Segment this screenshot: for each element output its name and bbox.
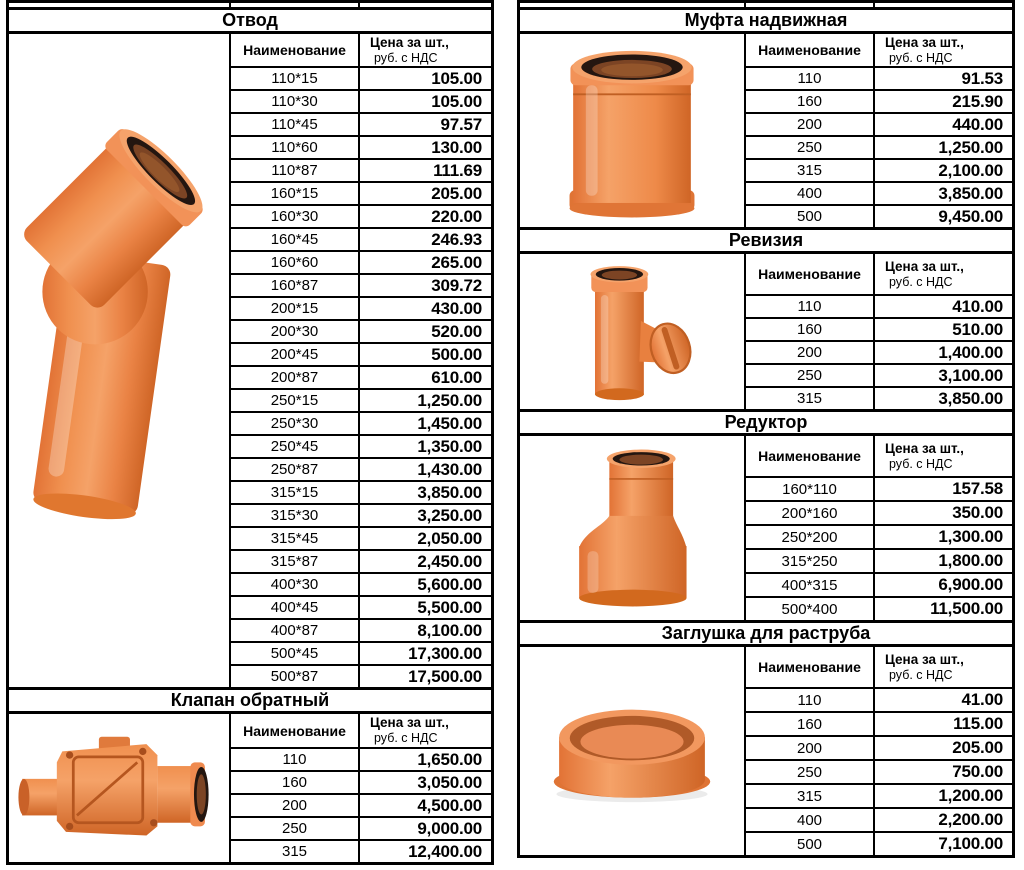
table-header-row	[231, 34, 491, 66]
item-size: 160	[746, 713, 875, 735]
table-row	[746, 572, 1012, 596]
check-valve-fitting-image	[14, 724, 224, 852]
item-size: 160*15	[231, 183, 360, 204]
item-size: 315*250	[746, 550, 875, 572]
item-price: 1,650.00	[417, 749, 482, 769]
table-row	[231, 747, 491, 770]
price-header-line2: руб. с НДС	[889, 274, 953, 289]
table-row	[746, 831, 1012, 855]
item-price: 5,600.00	[417, 574, 482, 594]
price-header-line2: руб. с НДС	[889, 667, 953, 682]
table-row	[746, 89, 1012, 112]
item-size: 315*15	[231, 482, 360, 503]
table-row	[231, 66, 491, 89]
item-price: 1,250.00	[417, 390, 482, 410]
item-size: 500*87	[231, 666, 360, 687]
column-header-name: Наименование	[746, 647, 875, 687]
item-price: 91.53	[961, 68, 1003, 88]
table-row	[231, 227, 491, 250]
price-rows	[231, 66, 491, 687]
item-size: 250*15	[231, 390, 360, 411]
section-title: Отвод	[9, 10, 491, 34]
price-header-line1: Цена за шт.,	[370, 715, 449, 731]
item-size: 160*30	[231, 206, 360, 227]
product-image-cell	[520, 647, 746, 855]
item-price: 265.00	[431, 252, 482, 272]
item-size: 315	[746, 388, 875, 409]
item-size: 250	[746, 365, 875, 386]
price-header-line2: руб. с НДС	[889, 50, 953, 65]
table-header-row	[746, 647, 1012, 687]
item-price: 1,800.00	[938, 551, 1003, 570]
cropped-row-remnant	[517, 0, 1015, 7]
table-row	[746, 204, 1012, 227]
item-size: 250	[746, 761, 875, 783]
table-header-row	[746, 254, 1012, 294]
item-price: 350.00	[952, 503, 1003, 522]
table-row	[231, 434, 491, 457]
price-header-line1: Цена за шт.,	[885, 651, 964, 667]
table-row	[746, 759, 1012, 783]
price-header-line2: руб. с НДС	[374, 731, 438, 746]
table-row	[231, 89, 491, 112]
column-header-name: Наименование	[231, 714, 360, 747]
price-header-line1: Цена за шт.,	[370, 34, 449, 50]
price-header-line1: Цена за шт.,	[885, 440, 964, 456]
item-price: 3,050.00	[417, 772, 482, 792]
item-size: 110*30	[231, 91, 360, 112]
item-price: 8,100.00	[417, 620, 482, 640]
item-size: 400*45	[231, 597, 360, 618]
table-row	[746, 112, 1012, 135]
item-price: 3,850.00	[938, 183, 1003, 203]
product-image-cell	[9, 714, 231, 862]
item-size: 315*45	[231, 528, 360, 549]
item-price: 430.00	[431, 298, 482, 318]
table-row	[746, 476, 1012, 500]
product-image-cell	[520, 436, 746, 620]
item-size: 160	[746, 319, 875, 340]
table-header-row	[231, 714, 491, 747]
item-size: 400*30	[231, 574, 360, 595]
item-price: 610.00	[431, 367, 482, 387]
table-row	[231, 112, 491, 135]
item-size: 400*87	[231, 620, 360, 641]
item-size: 400	[746, 809, 875, 831]
item-size: 110	[746, 296, 875, 317]
table-row	[746, 807, 1012, 831]
table-row	[231, 204, 491, 227]
item-size: 160	[231, 772, 360, 793]
column-header-price	[875, 254, 1012, 294]
item-price: 440.00	[952, 114, 1003, 134]
item-price: 7,100.00	[938, 834, 1003, 853]
table-row	[231, 158, 491, 181]
item-price: 2,100.00	[938, 160, 1003, 180]
item-size: 315	[746, 160, 875, 181]
item-price: 1,400.00	[938, 342, 1003, 362]
item-price: 2,450.00	[417, 551, 482, 571]
column-header-price	[360, 714, 491, 747]
column-header-name: Наименование	[231, 34, 360, 66]
item-size: 500	[746, 206, 875, 227]
item-size: 250*87	[231, 459, 360, 480]
item-price: 130.00	[431, 137, 482, 157]
cropped-row-remnant	[6, 0, 494, 7]
table-row	[231, 457, 491, 480]
item-size: 315	[746, 785, 875, 807]
item-size: 110	[231, 749, 360, 770]
table-row	[746, 363, 1012, 386]
item-size: 200	[746, 737, 875, 759]
column-header-price	[875, 436, 1012, 476]
table-row	[231, 411, 491, 434]
item-size: 110*45	[231, 114, 360, 135]
item-price: 1,350.00	[417, 436, 482, 456]
item-size: 200*87	[231, 367, 360, 388]
item-price: 1,430.00	[417, 459, 482, 479]
item-size: 200*15	[231, 298, 360, 319]
item-price: 3,100.00	[938, 365, 1003, 385]
item-size: 200*160	[746, 502, 875, 524]
table-row	[231, 549, 491, 572]
item-size: 160	[746, 91, 875, 112]
column-header-name: Наименование	[746, 436, 875, 476]
price-rows	[746, 66, 1012, 227]
section-zaglushka	[517, 620, 1015, 858]
item-price: 1,450.00	[417, 413, 482, 433]
section-revizia	[517, 227, 1015, 412]
table-row	[746, 500, 1012, 524]
table-row	[231, 595, 491, 618]
product-image-cell	[520, 34, 746, 227]
table-row	[231, 296, 491, 319]
section-title: Редуктор	[520, 412, 1012, 436]
table-row	[231, 480, 491, 503]
item-price: 510.00	[952, 319, 1003, 339]
table-row	[231, 572, 491, 595]
table-row	[231, 770, 491, 793]
sliding-coupling-fitting-image	[546, 38, 718, 224]
table-row	[231, 664, 491, 687]
table-row	[231, 181, 491, 204]
item-price: 2,200.00	[938, 810, 1003, 829]
item-price: 410.00	[952, 296, 1003, 316]
section-klapan	[6, 687, 494, 865]
item-size: 200	[746, 342, 875, 363]
item-size: 315	[231, 841, 360, 862]
table-row	[746, 711, 1012, 735]
table-row	[231, 618, 491, 641]
item-size: 160*60	[231, 252, 360, 273]
item-size: 160*45	[231, 229, 360, 250]
product-image-cell	[9, 34, 231, 687]
column-header-name: Наименование	[746, 254, 875, 294]
table-row	[746, 181, 1012, 204]
item-price: 750.00	[952, 762, 1003, 781]
table-row	[231, 526, 491, 549]
item-price: 1,300.00	[938, 527, 1003, 546]
table-row	[746, 386, 1012, 409]
column-header-price	[875, 647, 1012, 687]
table-row	[231, 503, 491, 526]
table-row	[746, 294, 1012, 317]
item-price: 1,250.00	[938, 137, 1003, 157]
item-price: 3,850.00	[938, 388, 1003, 408]
table-row	[746, 524, 1012, 548]
inspection-tee-fitting-image	[557, 258, 707, 406]
column-header-price	[875, 34, 1012, 66]
table-row	[231, 793, 491, 816]
item-price: 115.00	[953, 714, 1003, 733]
item-size: 160*110	[746, 478, 875, 500]
price-rows	[231, 747, 491, 862]
section-title: Клапан обратный	[9, 690, 491, 714]
item-price: 205.00	[431, 183, 482, 203]
table-row	[231, 342, 491, 365]
item-size: 160*87	[231, 275, 360, 296]
item-price: 17,300.00	[408, 643, 482, 663]
item-size: 200	[746, 114, 875, 135]
section-reduktor	[517, 409, 1015, 623]
item-size: 200	[231, 795, 360, 816]
price-header-line2: руб. с НДС	[889, 456, 953, 471]
item-price: 9,000.00	[417, 818, 482, 838]
item-price: 12,400.00	[408, 841, 482, 861]
table-row	[231, 816, 491, 839]
table-row	[746, 596, 1012, 620]
product-image-cell	[520, 254, 746, 409]
item-size: 110*60	[231, 137, 360, 158]
socket-plug-fitting-image	[543, 691, 721, 811]
item-size: 250*30	[231, 413, 360, 434]
table-row	[746, 783, 1012, 807]
elbow-45-fitting-image	[17, 111, 222, 531]
item-size: 250*45	[231, 436, 360, 457]
item-price: 6,900.00	[938, 575, 1003, 594]
item-size: 500*45	[231, 643, 360, 664]
price-header-line1: Цена за шт.,	[885, 258, 964, 274]
item-size: 200*30	[231, 321, 360, 342]
item-size: 400	[746, 183, 875, 204]
item-price: 9,450.00	[938, 206, 1003, 226]
item-price: 2,050.00	[417, 528, 482, 548]
table-header-row	[746, 436, 1012, 476]
item-size: 110	[746, 68, 875, 89]
price-header-line1: Цена за шт.,	[885, 34, 964, 50]
item-size: 250	[231, 818, 360, 839]
section-title: Заглушка для раструба	[520, 623, 1012, 647]
item-price: 520.00	[431, 321, 482, 341]
item-price: 500.00	[431, 344, 482, 364]
item-price: 215.90	[952, 91, 1003, 111]
table-row	[231, 135, 491, 158]
item-size: 500*400	[746, 598, 875, 620]
item-size: 400*315	[746, 574, 875, 596]
table-row	[746, 687, 1012, 711]
table-row	[746, 548, 1012, 572]
section-otvod	[6, 7, 494, 690]
table-row	[746, 158, 1012, 181]
item-price: 41.00	[961, 690, 1003, 709]
right-column	[517, 0, 1015, 858]
item-price: 309.72	[431, 275, 482, 295]
item-size: 110*15	[231, 68, 360, 89]
item-price: 111.69	[433, 160, 482, 180]
table-row	[231, 641, 491, 664]
item-price: 11,500.00	[930, 599, 1003, 618]
item-price: 1,200.00	[938, 786, 1003, 805]
item-price: 4,500.00	[417, 795, 482, 815]
table-row	[746, 135, 1012, 158]
item-size: 500	[746, 833, 875, 855]
table-row	[746, 317, 1012, 340]
column-header-name: Наименование	[746, 34, 875, 66]
item-size: 200*45	[231, 344, 360, 365]
item-price: 205.00	[952, 738, 1003, 757]
table-row	[746, 340, 1012, 363]
section-title: Муфта надвижная	[520, 10, 1012, 34]
item-size: 110	[746, 689, 875, 711]
item-size: 250	[746, 137, 875, 158]
item-price: 97.57	[440, 114, 482, 134]
column-header-price	[360, 34, 491, 66]
item-size: 315*30	[231, 505, 360, 526]
table-row	[231, 273, 491, 296]
price-rows	[746, 294, 1012, 409]
item-size: 250*200	[746, 526, 875, 548]
table-row	[231, 250, 491, 273]
table-row	[746, 66, 1012, 89]
item-price: 3,250.00	[417, 505, 482, 525]
section-title: Ревизия	[520, 230, 1012, 254]
item-price: 220.00	[431, 206, 482, 226]
item-price: 105.00	[431, 68, 482, 88]
price-header-line2: руб. с НДС	[374, 50, 438, 65]
table-row	[231, 319, 491, 342]
item-price: 105.00	[431, 91, 482, 111]
item-price: 3,850.00	[417, 482, 482, 502]
section-mufta	[517, 7, 1015, 230]
left-column	[6, 0, 494, 865]
table-row	[231, 839, 491, 862]
table-row	[746, 735, 1012, 759]
item-size: 315*87	[231, 551, 360, 572]
item-price: 246.93	[431, 229, 482, 249]
table-row	[231, 365, 491, 388]
price-rows	[746, 476, 1012, 620]
item-size: 110*87	[231, 160, 360, 181]
item-price: 157.58	[952, 479, 1003, 498]
price-rows	[746, 687, 1012, 855]
item-price: 5,500.00	[417, 597, 482, 617]
reducer-fitting-image	[552, 442, 712, 614]
item-price: 17,500.00	[408, 666, 482, 686]
table-header-row	[746, 34, 1012, 66]
table-row	[231, 388, 491, 411]
